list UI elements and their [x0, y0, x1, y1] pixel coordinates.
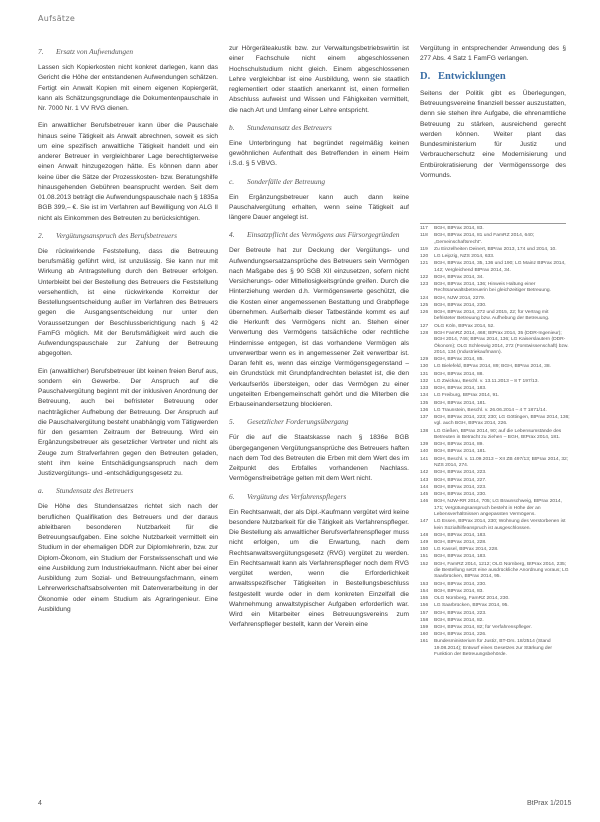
footnote-text: BGH, BtPrax 2014, 223. — [434, 470, 487, 476]
footnote-number: 140 — [420, 449, 429, 455]
footnote-text: LG Traunstein, Beschl. v. 26.06.2014 – 4 T 1871/14. — [434, 407, 547, 413]
footnote-number: 142 — [420, 470, 429, 476]
footnote — [420, 603, 570, 609]
paragraph: Seitens der Politik gibt es Überlegungen, Betreuungsvereine finanziell besser auszustatten, denn sie stehen ihre Aufgabe, die ehrenamtliche Betreuung zu stärken, ausreichend gerecht werden können. Weiter plant das Bundesministerium für Justiz und Verbraucherschutz eine Modernisierung und Entbürokratisierung der Vermögenssorge des Vormunds. — [420, 89, 566, 179]
footnote-number: 130 — [420, 364, 429, 370]
footnote-text: BGH, BtPrax 2014, 230. — [434, 581, 487, 587]
footnote-text: BGH, BtPrax 2014, 85. — [434, 357, 484, 363]
footnote-number: 134 — [420, 393, 429, 399]
footnote-number: 126 — [420, 310, 429, 316]
footnote-number: 118 — [420, 233, 428, 239]
footnote — [420, 282, 570, 295]
footnote-number: 128 — [420, 330, 429, 336]
footnote-number: 158 — [420, 617, 429, 623]
footnote — [420, 364, 570, 370]
paragraph: Ein Ergänzungsbetreuer kann auch dann keine Pauschalvergütung erhalten, wenn seine Tätigkeit auf längere Dauer angelegt ist. — [229, 193, 409, 221]
footnote — [420, 233, 570, 246]
paragraph: Lassen sich Kopierkosten nicht konkret darlegen, kann das Gericht die Höhe der entstandenen Aufwendungen schätzen. Fertigt ein Anwalt Kopien mit einem eigenen Kopiergerät, kann als Schätzungsgrundlage die Dokumentenpauschale in Nr. 7000 Nr. 1 VV RVG dienen. — [38, 64, 218, 112]
footnote-number: 144 — [420, 484, 429, 490]
footnote-number: 161 — [420, 639, 429, 645]
paragraph: Der Betreute hat zur Deckung der Vergütungs- und Aufwendungsersatzansprüche des Betreuers sein Vermögen nach Maßgabe des § 90 SGB XII einzusetzen, sofern nicht Versicherungs- oder Mittellosigkeitsgründe greifen. Durch die Hinterziehung werden d.h. Vermögenswerte geschützt, die die Kosten einer angemessenen Bestattung und Grabpflege übernehmen. Außerhalb dieser Tatbestände kommt es auf die Herkunft des Vermögens nicht an. Stehen einer Verwertung des Vermögens tatsächliche oder rechtliche Hindernisse entgegen, ist das vorhandene Vermögen als unverwertbar wenn es in angemessener Zeit verwertbar ist. Daran fehlt es, wenn das einzige Vermögensgegenstand – ein Grundstück mit Grundpfandrechten belastet ist, die den Verkaufserlös übersteigen, oder das Vermögen zu einer ungeteilten Erbengemeinschaft gehört und die Miterben die Erbauseinandersetzung blockieren. — [229, 247, 409, 408]
footnote-text: LG Freiburg, BtPrax 2014, 91. — [434, 393, 500, 399]
footnote — [420, 492, 570, 498]
footnote — [420, 449, 570, 455]
footnote — [420, 485, 570, 491]
section-heading: 7. Ersatz von Aufwendungen — [38, 47, 134, 56]
footnote-number: 157 — [420, 610, 429, 616]
footnote — [420, 401, 570, 407]
footnote — [420, 562, 570, 581]
footnote — [420, 372, 570, 378]
footnote — [420, 589, 570, 595]
footnote-text: BGH, BtPrax 2014, 88. — [434, 371, 484, 377]
footnote-number: 141 — [420, 456, 429, 462]
footnote-number: 117 — [420, 226, 428, 231]
footnote-number: 149 — [420, 539, 429, 545]
footnote — [420, 533, 570, 539]
footnote-text: BGH, BtPrax 2014, 34. — [434, 274, 484, 280]
footnote-number: 122 — [420, 274, 429, 280]
footnote-text: BGH, BtPrax 2014, 83. — [434, 588, 484, 594]
footnote — [420, 303, 570, 309]
footnote — [420, 554, 570, 560]
chapter-heading: D. Entwicklungen — [420, 70, 506, 82]
footnote-text: LG Leipzig, NZS 2014, 633. — [434, 254, 495, 260]
column-left — [38, 44, 218, 622]
footnote — [420, 457, 570, 470]
footnote-number: 153 — [420, 581, 429, 587]
footnote-number: 147 — [420, 519, 429, 525]
footnote — [420, 415, 570, 428]
footnote-text: LG Gießen, BtPrax 2014, 90; auf die Lebensumstände des Betreuten in Betracht zu ziehen – BGH, BtPrax 2014, 181. — [434, 428, 562, 441]
footnote-number: 132 — [420, 378, 429, 384]
footnote-text: LG Zwickau, Beschl. v. 13.11.2013 – 8 T 197/13. — [434, 378, 539, 384]
footnote — [420, 429, 570, 442]
footnote-number: 138 — [420, 428, 429, 434]
footnote-text: BGH FamRZ 2014, 468; BtPrax 2014, 35 (DDR-Ingenieur); BGH 2014, 746; BtPrax 2014, 136; LG Kaiserslautern (DDR-Ökonom); OLG Schleswig 2014, 272 (Forstwissenschaft) bzw. 2014, 134 (Industriekaufmann). — [434, 330, 569, 355]
footnote-number: 159 — [420, 625, 429, 630]
footnote-text: BGH, BtPrax 2014, 89. — [434, 442, 484, 448]
running-header: Aufsätze — [38, 14, 76, 23]
footnote — [420, 639, 570, 658]
footnote-number: 123 — [420, 282, 429, 288]
footnote-text: OLG Nürnberg, FamRZ 2014, 230. — [434, 596, 510, 602]
footnote — [420, 582, 570, 588]
footnote — [420, 596, 570, 602]
footnote — [420, 357, 570, 363]
journal-issue: BtPrax 1/2015 — [527, 800, 572, 807]
footnote-text: BGH, BtPrax 2014, 181. — [434, 449, 487, 455]
footnote-number: 154 — [420, 588, 429, 594]
column-right — [420, 44, 566, 188]
footnote — [420, 324, 570, 330]
section-heading: a. Stundensatz des Betreuers — [38, 486, 134, 496]
column-middle — [229, 44, 409, 638]
paragraph: Ein anwaltlicher Berufsbetreuer kann über die Pauschale hinaus seine Tätigkeit als Anwalt abrechnen, soweit es sich um eine spezifisch anwaltliche Tätigkeit handelt und ein anderer Betreuer in vergleichbarer Lage berechtigterweise einen Anwalt hinzugezogen hätte. Es können dann aber keine über die Sätze der Prozesskosten- bzw. Beratungshilfe hinausgehenden Gebühren beansprucht werden. Seit dem 01.08.2013 beträgt die Aufwendungspauschale nach § 1835a BGB 399,– €. Sie ist im Verfahren auf Bewilligung von ALG II nicht als Einkommen des Betreuten zu berücksichtigen. — [38, 122, 218, 222]
footnote-text: Zu Einzelheiten Deinert, BtPrax 2013, 174 und 2014, 10. — [434, 246, 557, 252]
footnote-number: 125 — [420, 302, 429, 308]
footnote-text: BGH, BtPrax 2014, 181. — [434, 400, 487, 406]
footnote-number: 124 — [420, 295, 429, 301]
footnote-number: 127 — [420, 323, 429, 329]
footnote-text: BGH, BtPrax 2014, 183. — [434, 386, 487, 392]
footnote — [420, 478, 570, 484]
footnote — [420, 386, 570, 392]
footnote-text: BGH, BtPrax 2014, 136; Hinweis Haltung einer Rechtsanwaltsbetreuerin bei gleichzeitiger Betreuung. — [434, 282, 551, 294]
footnotes — [420, 226, 570, 659]
footnote-text: Bundesministerium für Justiz, BT-Drs. 18/2514 (Stand 19.08.2014); Entwurf eines Gesetzes zur Stärkung der Funktion der Betreuungsbehörde. — [434, 639, 552, 658]
footnote-number: 155 — [420, 596, 429, 602]
footnote-text: BGH, BtPrax 2014, 228. — [434, 539, 487, 545]
paragraph: Die Höhe des Stundensatzes richtet sich nach der beruflichen Qualifikation des Betreuers und der daraus ableitbaren besonderen Nutzbarkeit für die Betreuungsaufgaben. Eine solche Nutzbarkeit vermittelt ein Studium in der ehemaligen DDR zur Diplomlehrerin, bzw. zur Diplom-Ökonom, ein Studium der Forstwissenschaft und wie eine Ausbildung zum Industriekaufmann. Nicht aber bei einer Ausbildung zum Sozial- und Betreuungsfachmann, einem Lehrerwerkschaftsabsolventen mit Datenverarbeitung in der Ökonomie oder einem Studium als Agraringenieur. Eine Ausbildung — [38, 503, 218, 613]
section-heading: c. Sonderfälle der Betreuung — [229, 176, 326, 186]
footnote-text: BGH, Beschl. v. 11.09.2013 – XII ZB 497/13; BtPrax 2014, 32; NZS 2014, 274. — [434, 456, 569, 469]
section-heading: 4. Einsatzpflicht des Vermögens aus Fürsorgegründen — [229, 230, 400, 240]
footnote — [420, 499, 570, 518]
footnote — [420, 625, 570, 631]
footnote-number: 135 — [420, 400, 429, 406]
footnote — [420, 275, 570, 281]
footnote-text: LG Kassel, BtPrax 2014, 228. — [434, 547, 499, 553]
footnote — [420, 331, 570, 356]
footnote-text: BGH, BtPrax 2014, 230. — [434, 492, 487, 497]
footnote — [420, 393, 570, 399]
footnote — [420, 540, 570, 546]
section-heading: 6. Vergütung des Verfahrenspflegers — [229, 491, 347, 501]
footnote — [420, 519, 570, 532]
footnote — [420, 310, 570, 323]
footnote — [420, 296, 570, 302]
footnote-text: BGH, BtPrax 2014, 230. — [434, 302, 487, 308]
footnote — [420, 408, 570, 414]
footnote — [420, 379, 570, 385]
footnote-divider — [420, 223, 566, 224]
footnote-text: BGH, NJW-RR 2014, 705; LG Braunschweig, BtPrax 2014, 171; Vergütungsanspruch besteht in Höhe der an Lebensverhältnissen angepassten Vermögens. — [434, 499, 562, 517]
section-heading: 2. Vergütungsanspruch des Berufsbetreuers — [38, 230, 177, 240]
footnote-text: BGH, FamRZ 2014, 1212; OLG Nürnberg, BtPrax 2014, 235; die Bestellung setzt eine ausdrückliche Anordnung voraus; LG Saarbrücken, BtPrax 2014, 95. — [434, 561, 569, 580]
footnote-text: OLG Köln, BtPrax 2014, 52. — [434, 323, 495, 329]
paragraph: Ein Rechtsanwalt, der als Dipl.-Kaufmann vergütet wird keine besondere Nutzbarkeit für die Tätigkeit als Verfahrenspfleger. Die Bestellung als anwaltlicher Berufsverfahrenspfleger muss nicht erfolgen, um die Erwartung, nach dem Rechtsanwaltsvergütungsgesetz (RVG) vergütet zu werden. Ein Rechtsanwalt kann als Verfahrenspfleger noch dem RVG vergütet werden, wenn die Erforderlichkeit anwaltsspezifischer Tätigkeiten in Bestellungsbeschluss festgestellt wurde oder in dem konkreten Einzelfall die Wahrnehmung anwaltstypischer Aufgaben erforderlich war. Wird ein Mitarbeiter eines Betreuungsvereins zum Verfahrenspfleger bestellt, kann der Verein eine — [229, 508, 409, 629]
section-heading: b. Stundenansatz des Betreuers — [229, 122, 332, 132]
footnote-number: 146 — [420, 499, 429, 505]
footnote-text: BGH, BtPrax 2014, 81 und FamRZ 2014, 640; „Gemeinschaftsrecht“. — [434, 233, 535, 245]
footnote-text: BGH, BtPrax 2014, 223; 230; LG Göttingen, BtPrax 2014, 136; vgl. auch BGH, BtPrax 2014, 226. — [434, 415, 570, 427]
footnote — [420, 611, 570, 617]
footnote — [420, 632, 570, 638]
footnote-number: 133 — [420, 386, 429, 392]
footnote-text: BGH, BtPrax 2014, 35, 136 und 190; LG Mainz BtPrax 2014, 142; Vergleichend BtPrax 2014, 34. — [434, 261, 566, 273]
footnote-text: BGH, BtPrax 2014, 82; für Verfahrenspfleger. — [434, 625, 532, 630]
footnote-number: 152 — [420, 561, 429, 567]
footnote-number: 148 — [420, 532, 429, 538]
footnote — [420, 442, 570, 448]
footnote — [420, 547, 570, 553]
footnote — [420, 226, 570, 232]
footnote — [420, 247, 570, 253]
footnote-text: BGH, BtPrax 2014, 183. — [434, 532, 487, 538]
footnote-text: BGH, BtPrax 2014, 226. — [434, 632, 487, 638]
paragraph: Ein (anwaltlicher) Berufsbetreuer übt keinen freien Beruf aus, sondern ein Gewerbe. Der Anspruch auf die Pauschalvergütung beginnt mit der inklusiven Anordnung der Betreuung, auch bei befristeter Betreuung oder nachträglicher Aufhebung der Betreuung. Der Anspruch auf die Pauschalvergütung besteht unabhängig vom Tätigwerden für den gesamten Zeitraum der Betreuung. Wird ein Ergänzungsbetreuer als gesetzlicher Vertreter und nicht als Zeuge zum Strafverfahren gegen den Betreuten geladen, steht ihm keine Entschädigungsanspruch nach dem Justizvergütungs- und -entschädigungsgesetz zu. — [38, 367, 218, 477]
footnote-number: 151 — [420, 554, 429, 560]
footnote-text: BGH, BtPrax 2014, 272 und 2015, 22; für Vertrag mit befristeter Betreuung bzw. Aufhebung der Betreuung. — [434, 310, 550, 322]
footnote-text: LG Bielefeld, BtPrax 2014, 89; BGH, BtPrax 2014, 38. — [434, 364, 551, 370]
footnote-text: BGH, BtPrax 2014, 83. — [434, 226, 484, 231]
footnote-text: BGH, BtPrax 2014, 183. — [434, 554, 487, 560]
paragraph: Die rückwirkende Feststellung, dass die Betreuung berufsmäßig geführt wird, ist unzulässig. Sie kann nur mit Wirkung ab Antragstellung durch den Betreuer erfolgen. Unterbleibt bei der Bestellung des Betreuers die Feststellung versehentlich, ist eine rückwirkende Korrektur der Bestellungsentscheidung außer im Verfahren des Betreuers gegen die Ausgangsentscheidung nur unter den Voraussetzungen der Beschlussberichtigung nach § 42 FamFG möglich. Mit der Berufsmäßigkeit wird auch die Aufwendungspauschale zur Zahlung der Betreuung abgegolten. — [38, 247, 218, 358]
paragraph: Vergütung in entsprechender Anwendung des § 277 Abs. 4 Satz 1 FamFG verlangen. — [420, 45, 566, 63]
footnote — [420, 261, 570, 274]
footnote-text: LG Essen, BtPrax 2014, 230; Wohnung des Verstorbenen ist kein Sozialhilfeanspruch ist ausgeschlossen. — [434, 519, 566, 531]
footnote-number: 120 — [420, 254, 429, 260]
footnote-text: LG Saarbrücken, BtPrax 2014, 95. — [434, 603, 509, 609]
footnote-text: BGH, NJW 2014, 2279. — [434, 295, 486, 301]
footnote-number: 160 — [420, 632, 429, 638]
footnote-text: BGH, BtPrax 2014, 82. — [434, 617, 484, 623]
footnote-number: 143 — [420, 477, 429, 483]
footnote-number: 150 — [420, 547, 429, 553]
footnote-number: 121 — [420, 261, 429, 267]
footnote-number: 129 — [420, 357, 429, 363]
paragraph: Für die auf die Staatskasse nach § 1836e BGB übergegangenen Vergütungsansprüche des Betreuers haften nach dem Tod des Betreuten die Erben mit dem Wert des im Zeitpunkt des Erbfalles vorhandenen Nachlass. Vermögensfreibeträge gelten mit dem Wert nicht. — [229, 434, 409, 483]
footnote-number: 137 — [420, 415, 429, 421]
paragraph: zur Hörgeräteakustik bzw. zur Verwaltungsbetriebswirtin ist einer Fachschule nicht einem abgeschlossenen Hochschulstudium nicht gleich. Einem abgeschlossenen Lehre vergleichbar ist eine Ausbildung, wenn sie staatlich reglementiert oder staatlich anerkannt ist, einen formellen Abschluss aufweist und Wissen und Fähigkeiten vermittelt, die nach Art und Umfang einer Lehre entspricht. — [229, 45, 409, 114]
footnote-number: 136 — [420, 407, 429, 413]
footnote-number: 131 — [420, 371, 429, 377]
footnote-text: BGH, BtPrax 2014, 223. — [434, 610, 487, 616]
footnote-text: BGH, BtPrax 2014, 223. — [434, 484, 487, 490]
footnote-number: 119 — [420, 246, 428, 252]
footnote-number: 139 — [420, 442, 429, 448]
footnote-number: 156 — [420, 603, 429, 609]
paragraph: Eine Unterbringung hat begründet regelmäßig keinen gewöhnlichen Aufenthalt des Betreffenden in einem Heim i.S.d. § 5 VBVG. — [229, 139, 409, 168]
footnote-text: BGH, BtPrax 2014, 227. — [434, 477, 487, 483]
page-number: 4 — [38, 800, 42, 807]
footnote — [420, 254, 570, 260]
footnote — [420, 618, 570, 624]
footnote-number: 145 — [420, 492, 429, 497]
footnote — [420, 470, 570, 476]
section-heading: 5. Gesetzlicher Forderungsübergang — [229, 417, 349, 427]
